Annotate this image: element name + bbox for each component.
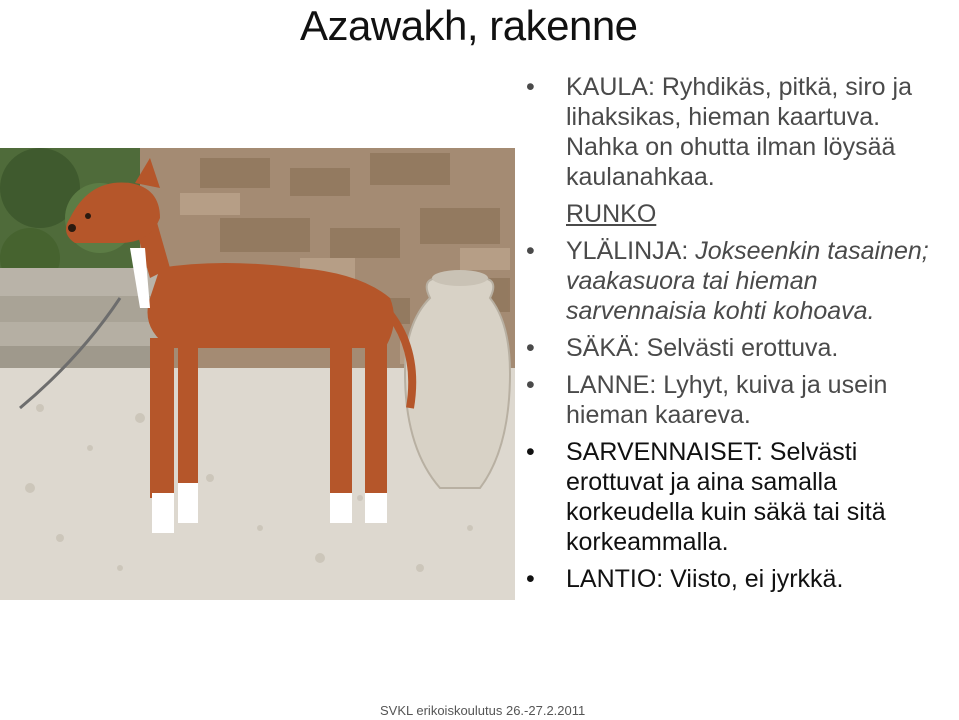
bullet-lantio: • LANTIO: Viisto, ei jyrkkä. [566, 564, 956, 594]
bullet-saka: • SÄKÄ: Selvästi erottuva. [566, 333, 956, 363]
dog-illustration [0, 148, 515, 600]
bullet-sarvennaiset: • SARVENNAISET: Selvästi erottuvat ja aina samalla korkeudella kuin säkä tai sitä korkeammalla. [566, 437, 956, 557]
slide-title: Azawakh, rakenne [300, 2, 638, 49]
ylalinja-text: Jokseenkin tasainen; vaakasuora tai hieman sarvennaisia kohti kohoava. [566, 237, 929, 325]
slide-footer: SVKL erikoiskoulutus 26.-27.2.2011 [380, 703, 586, 718]
bullet-lanne: • LANNE: Lyhyt, kuiva ja usein hieman kaareva. [566, 370, 956, 430]
dog-photo [0, 148, 515, 600]
section-heading-runko: RUNKO [566, 200, 657, 228]
ylalinja-label: YLÄLINJA: [566, 237, 696, 265]
bullet-ylalinja [566, 236, 956, 326]
bullet-kaula: • KAULA: Ryhdikäs, pitkä, siro ja lihaksikas, hieman kaartuva. Nahka on ohutta ilman löysää kaulanahkaa. [566, 72, 956, 192]
structure-bullet-list [566, 72, 956, 594]
